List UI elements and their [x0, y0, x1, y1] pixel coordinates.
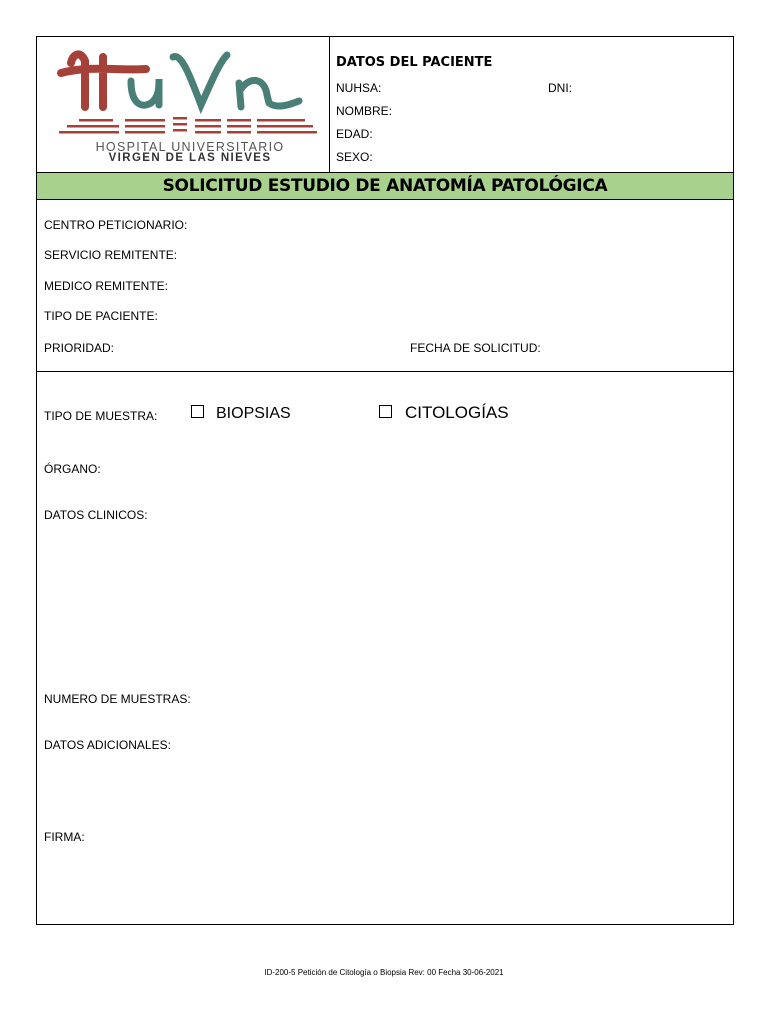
nuhsa-field[interactable]: NUHSA: — [336, 81, 382, 95]
section-divider — [37, 371, 733, 372]
medico-remitente-field[interactable]: MEDICO REMITENTE: — [44, 279, 169, 293]
tipo-paciente-field[interactable]: TIPO DE PACIENTE: — [44, 309, 158, 323]
fecha-solicitud-field[interactable]: FECHA DE SOLICITUD: — [410, 341, 541, 355]
biopsias-checkbox[interactable] — [191, 405, 204, 418]
form-title: SOLICITUD ESTUDIO DE ANATOMÍA PATOLÓGICA — [162, 176, 608, 196]
patient-data-section — [336, 37, 731, 173]
hospital-logo — [37, 37, 330, 173]
datos-adicionales-field[interactable]: DATOS ADICIONALES: — [44, 738, 171, 752]
biopsias-label: BIOPSIAS — [216, 405, 291, 422]
centro-peticionario-field[interactable]: CENTRO PETICIONARIO: — [44, 218, 188, 232]
patient-section-title: DATOS DEL PACIENTE — [336, 55, 493, 70]
hospital-name-line1: HOSPITAL UNIVERSITARIO — [95, 140, 285, 154]
servicio-remitente-field[interactable]: SERVICIO REMITENTE: — [44, 248, 178, 262]
sexo-field[interactable]: SEXO: — [336, 150, 373, 164]
huvn-logo-graphic — [51, 43, 321, 143]
hospital-name-line2: VIRGEN DE LAS NIEVES — [108, 152, 272, 164]
datos-clinicos-field[interactable]: DATOS CLINICOS: — [44, 508, 148, 522]
document-footer: ID-200-5 Petición de Citología o Biopsia Rev: 00 Fecha 30-06-2021 — [264, 968, 504, 977]
nombre-field[interactable]: NOMBRE: — [336, 104, 393, 118]
dni-field[interactable]: DNI: — [548, 81, 572, 95]
firma-field[interactable]: FIRMA: — [44, 830, 85, 844]
form-header — [37, 37, 733, 173]
tipo-muestra-label: TIPO DE MUESTRA: — [44, 409, 158, 423]
request-form — [36, 36, 734, 925]
organo-field[interactable]: ÓRGANO: — [44, 462, 101, 476]
form-title-band — [37, 172, 733, 200]
numero-muestras-field[interactable]: NUMERO DE MUESTRAS: — [44, 692, 191, 706]
citologias-label: CITOLOGÍAS — [405, 403, 509, 422]
citologias-checkbox[interactable] — [379, 405, 392, 418]
edad-field[interactable]: EDAD: — [336, 127, 373, 141]
prioridad-field[interactable]: PRIORIDAD: — [44, 341, 115, 355]
